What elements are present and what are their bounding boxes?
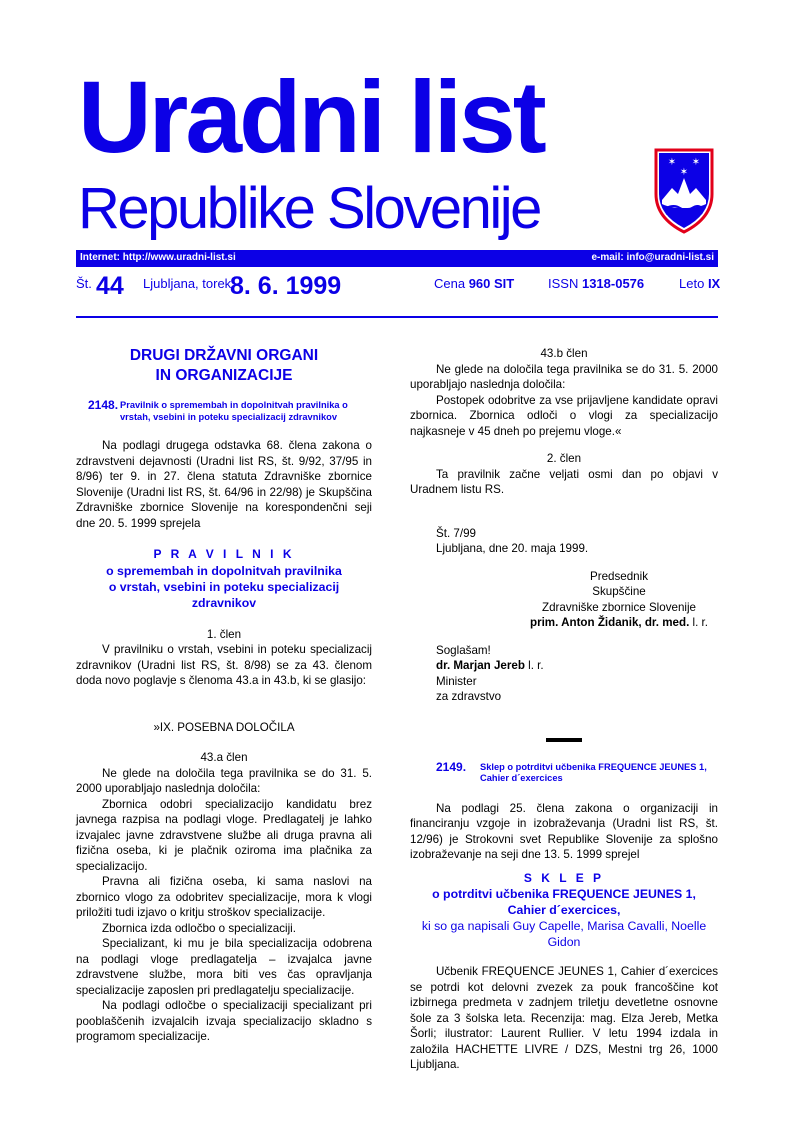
chapter-heading: »IX. POSEBNA DOLOČILA <box>153 720 295 734</box>
entry2-title: Sklep o potrditvi učbenika FREQUENCE JEUNES 1, Cahier d´exercices <box>480 761 707 783</box>
entry-number: 2148. <box>88 398 119 412</box>
svg-text:✶: ✶ <box>679 167 689 178</box>
signature-title2: Skupščine <box>592 585 646 598</box>
article-1-heading: 1. člen <box>206 627 242 641</box>
article-43a-p2: Zbornica odobri specializacijo kandidatu brez javnega razpisa na podlagi vloge. Predlagatelj je lahko izvajalec javne zdravstvene službe ali druga pravna ali fizična oseba, ki je plačnik oziroma ima plačnika za specializacijo. <box>76 797 372 873</box>
price-label: Cena <box>434 276 466 291</box>
year-value: IX <box>707 276 721 291</box>
document2-title-line1: o potrditvi učbenika FREQUENCE JEUNES 1, <box>432 887 696 901</box>
contact-bar <box>76 250 718 267</box>
year-label: Leto <box>679 276 705 291</box>
header-divider <box>76 316 718 318</box>
article-43a-p1: Ne glede na določila tega pravilnika se do 31. 5. 2000 uporabljajo naslednja določila: <box>76 766 372 795</box>
article-43b-p1: Ne glede na določila tega pravilnika se do 31. 5. 2000 uporabljajo naslednja določila: <box>410 362 718 391</box>
svg-text:✶: ✶ <box>691 157 701 168</box>
document-title-line1: o spremembah in dopolnitvah pravilnika <box>106 563 342 578</box>
right-column <box>410 346 718 1073</box>
minister-title: Minister <box>436 674 477 688</box>
entry-2149 <box>410 760 718 785</box>
article-1-text: V pravilniku o vrstah, vsebini in poteku specializacij zdravnikov (Uradni list RS, št. 8/98) se za 43. členom doda novo poglavje s členoma 43.a in 43.b, ki se glasijo: <box>76 643 372 687</box>
signature-title3: Zdravniške zbornice Slovenije <box>541 600 696 614</box>
article-43b-heading: 43.b člen <box>540 347 588 360</box>
article-43a-p5: Specializant, ki mu je bila specializacija odobrena na podlagi vloge predlagatelja – izvajalca javne zdravstvene službe, mora biti ves čas opravljanja specializacije zaposlen pri predlagatelju specializacije. <box>76 937 372 997</box>
article-43a-heading: 43.a člen <box>200 751 248 764</box>
issue-number-label: Št. <box>76 276 92 291</box>
signature-name: prim. Anton Židanik, dr. med. <box>529 616 690 629</box>
article-2-heading: 2. člen <box>546 452 582 465</box>
section-title-line1: DRUGI DRŽAVNI ORGANI <box>129 347 319 364</box>
article-43a-p3: Pravna ali fizična oseba, ki sama naslovi na zbornico vlogo za odobritev specializacije, mora k vlogi priložiti tudi izjavo o kritju stroškov specializacije. <box>76 875 372 919</box>
issue-place-day: Ljubljana, torek <box>143 276 232 291</box>
masthead-subtitle: Republike Slovenije <box>78 176 540 241</box>
place-and-date: Ljubljana, dne 20. maja 1999. <box>436 542 589 555</box>
document2-body: Učbenik FREQUENCE JEUNES 1, Cahier d´exercices se potrdi kot delovni zvezek za pouk francoščine kot izbirnega predmeta v zadnjem triletju devetletne osnovne šole za 3 šolska leta. Recenzija: mag. Elza Jereb, Metka Šorli; ilustrator: Laurent Rullier. V letu 1994 izdala in založila HACHETTE LIVRE / DZS, Mestni trg 26, 1000 Ljubljana. <box>410 965 718 1071</box>
issn-label: ISSN <box>548 276 579 291</box>
issn-value: 1318-0576 <box>581 276 645 291</box>
signature-title1: Predsednik <box>589 569 648 583</box>
issue-date: 8. 6. 1999 <box>230 272 342 300</box>
article-2-text: Ta pravilnik začne veljati osmi dan po objavi v Uradnem listu RS. <box>410 467 718 496</box>
document2-type: S K L E P <box>523 870 605 885</box>
approval-name: dr. Marjan Jereb <box>436 659 525 672</box>
entry-title: Pravilnik o spremembah in dopolnitvah pravilnika o vrstah, vsebini in poteku specializacij zdravnikov <box>120 400 348 422</box>
entry2-number: 2149. <box>436 759 467 774</box>
price-value: 960 SIT <box>468 276 515 291</box>
approval-text: Soglašam! <box>436 643 491 657</box>
entry-separator <box>546 738 582 742</box>
slovenia-coat-of-arms-icon <box>652 148 716 234</box>
masthead-title: Uradni list <box>78 60 544 174</box>
document-title-line2: o vrstah, vsebini in poteku specializacij <box>108 579 340 594</box>
document2-title-line2: Cahier d´exercices, <box>507 903 621 917</box>
left-column <box>76 346 372 1045</box>
section-title-line2: IN ORGANIZACIJE <box>155 367 293 384</box>
intro2-paragraph: Na podlagi 25. člena zakona o organizaciji in financiranju vzgoje in izobraževanja (Uradni list RS, št. 12/96) je Strokovni svet Republike Slovenije za splošno izobraževanje na seji dne 13. 5. 1999 sprejel <box>410 801 718 861</box>
internet-link[interactable]: Internet: http://www.uradni-list.si <box>80 252 236 263</box>
issue-number: 44 <box>96 272 124 300</box>
intro-paragraph: Na podlagi drugega odstavka 68. člena zakona o zdravstveni dejavnosti (Uradni list RS, št. 9/92, 37/95 in 8/96) ter 9. in 27. člena statuta Zdravniške zbornice Slovenije (Uradni list RS, št. 64/96 in 22/98) je Skupščina Zdravniške zbornice Slovenije na korespondenčni seji dne 20. 5. 1999 sprejela <box>76 439 372 530</box>
reference-number: Št. 7/99 <box>436 526 476 540</box>
svg-text:✶: ✶ <box>667 157 677 168</box>
document-title-line3: zdravnikov <box>191 595 257 610</box>
document2-title-line3: ki so ga napisali Guy Capelle, Marisa Cavalli, Noelle Gidon <box>421 919 707 949</box>
signature-lr: l. r. <box>689 616 708 629</box>
document-type: P R A V I L N I K <box>153 547 295 561</box>
article-43a-p6: Na podlagi odločbe o specializaciji specializant pri pooblaščenih izvajalcih izvaja specializacijo skladno s programom specializacije. <box>76 999 372 1043</box>
approval-lr: l. r. <box>524 659 544 672</box>
entry-2148 <box>76 398 372 423</box>
email-link[interactable]: e-mail: info@uradni-list.si <box>591 252 714 263</box>
ministry-name: za zdravstvo <box>436 690 502 703</box>
article-43b-p2: Postopek odobritve za vse prijavljene kandidate opravi zbornica. Zbornica odloči o vlogi za specializacijo najkasneje v 45 dneh po prejemu vloge.« <box>410 393 718 438</box>
article-43a-p4: Zbornica izda odločbo o specializaciji. <box>102 921 296 935</box>
